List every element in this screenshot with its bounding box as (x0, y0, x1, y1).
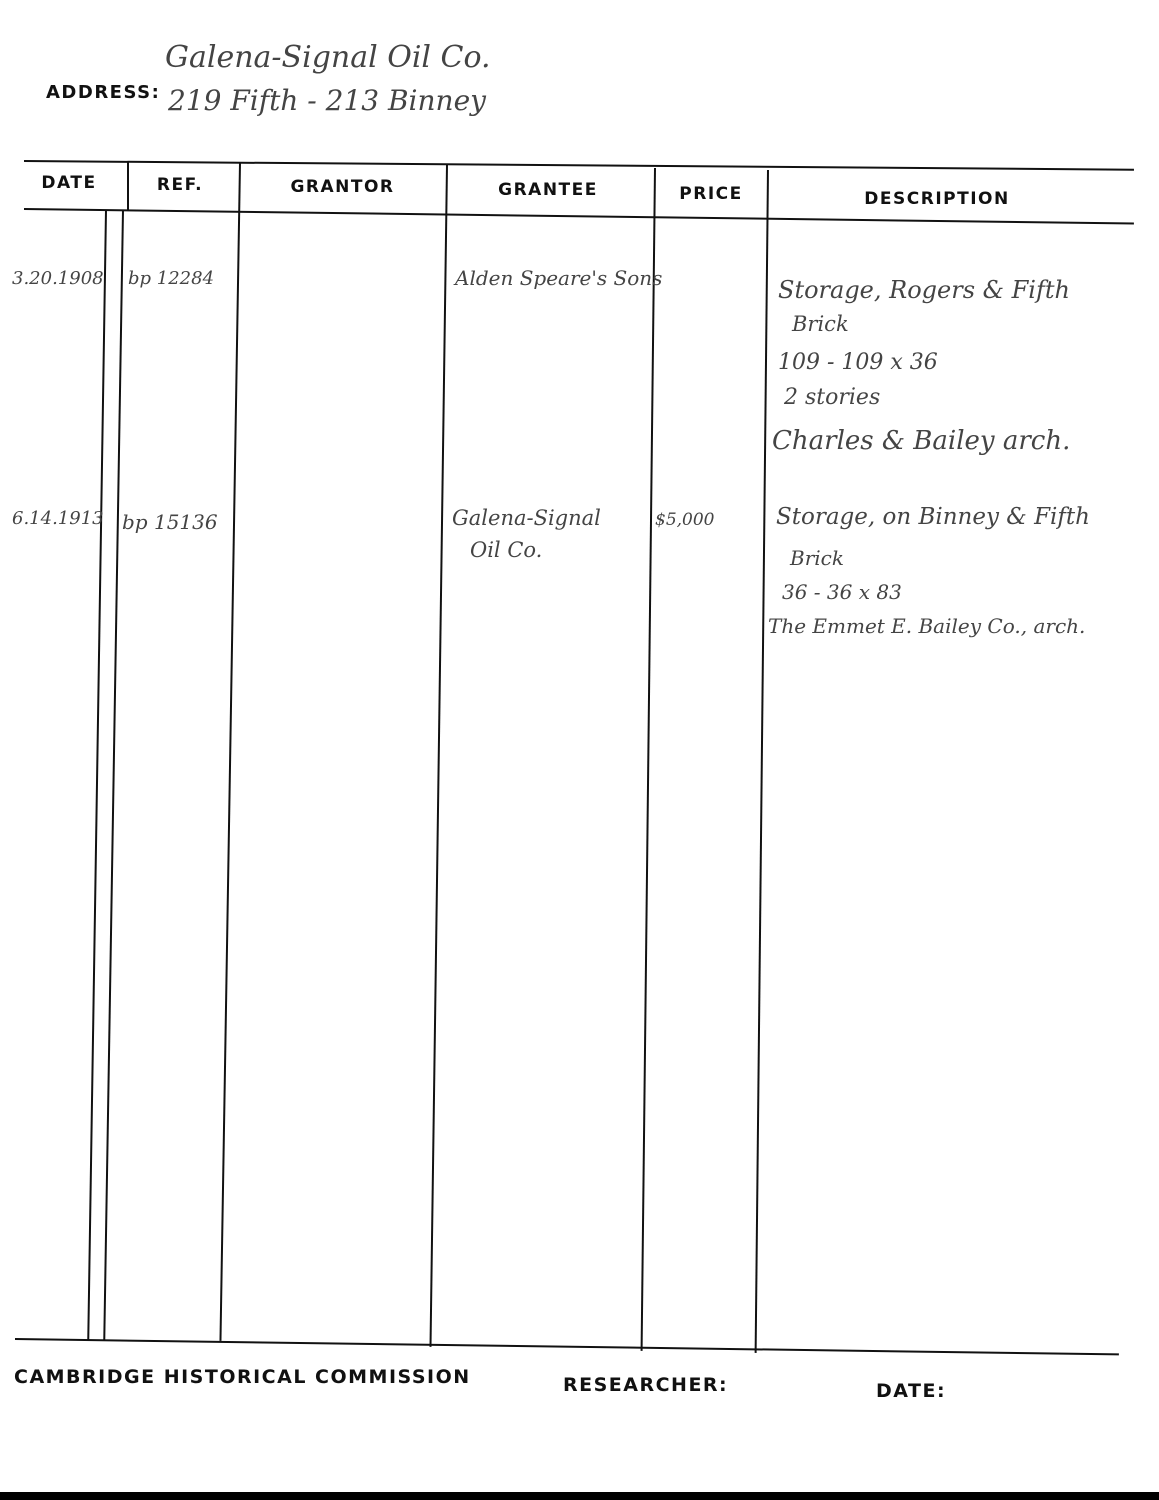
entry-2-price: $5,000 (655, 510, 715, 530)
column-header-grantee: GRANTEE (498, 180, 598, 200)
column-divider (87, 210, 107, 1340)
address-label: ADDRESS: (46, 82, 161, 103)
column-header-grantor: GRANTOR (290, 177, 395, 197)
entry-1-description-line: 109 - 109 x 36 (778, 350, 938, 375)
entry-1-description-line: Charles & Bailey arch. (772, 426, 1071, 456)
entry-2-ref: bp 15136 (122, 510, 218, 534)
entry-2-grantee: Galena-Signal (452, 506, 601, 530)
column-header-description: DESCRIPTION (864, 189, 1010, 209)
entry-2-description-line: Storage, on Binney & Fifth (776, 504, 1090, 530)
table-bottom-rule (15, 1338, 1119, 1355)
entry-1-grantee: Alden Speare's Sons (455, 266, 663, 290)
address-line-2: 219 Fifth - 213 Binney (168, 84, 486, 117)
footer-date-label: DATE: (876, 1380, 947, 1402)
column-header-price: PRICE (679, 184, 743, 204)
entry-1-date: 3.20.1908 (12, 268, 104, 289)
table-top-rule (24, 160, 1134, 171)
table-header-rule (24, 208, 1134, 225)
entry-2-description-line: 36 - 36 x 83 (782, 580, 902, 604)
entry-1-ref: bp 12284 (128, 268, 215, 289)
entry-2-grantee-line2: Oil Co. (470, 538, 543, 562)
column-divider (429, 165, 448, 1347)
column-divider (641, 168, 656, 1351)
entry-2-description-line: Brick (790, 546, 844, 570)
entry-2-date: 6.14.1913 (12, 508, 104, 529)
column-divider (219, 163, 241, 1341)
column-header-date: DATE (41, 173, 97, 193)
entry-1-description-line: Brick (792, 312, 849, 336)
scan-bottom-edge (0, 1492, 1159, 1500)
column-divider (103, 210, 124, 1340)
entry-2-description-line: The Emmet E. Bailey Co., arch. (768, 614, 1086, 638)
column-divider (755, 170, 769, 1353)
address-line-1: Galena-Signal Oil Co. (165, 40, 491, 75)
footer-researcher-label: RESEARCHER: (563, 1374, 729, 1396)
column-header-ref: REF. (156, 175, 204, 195)
entry-1-description-line: 2 stories (784, 385, 881, 410)
entry-1-description-line: Storage, Rogers & Fifth (778, 276, 1070, 304)
footer-organization: CAMBRIDGE HISTORICAL COMMISSION (14, 1366, 471, 1388)
column-divider (127, 162, 129, 210)
